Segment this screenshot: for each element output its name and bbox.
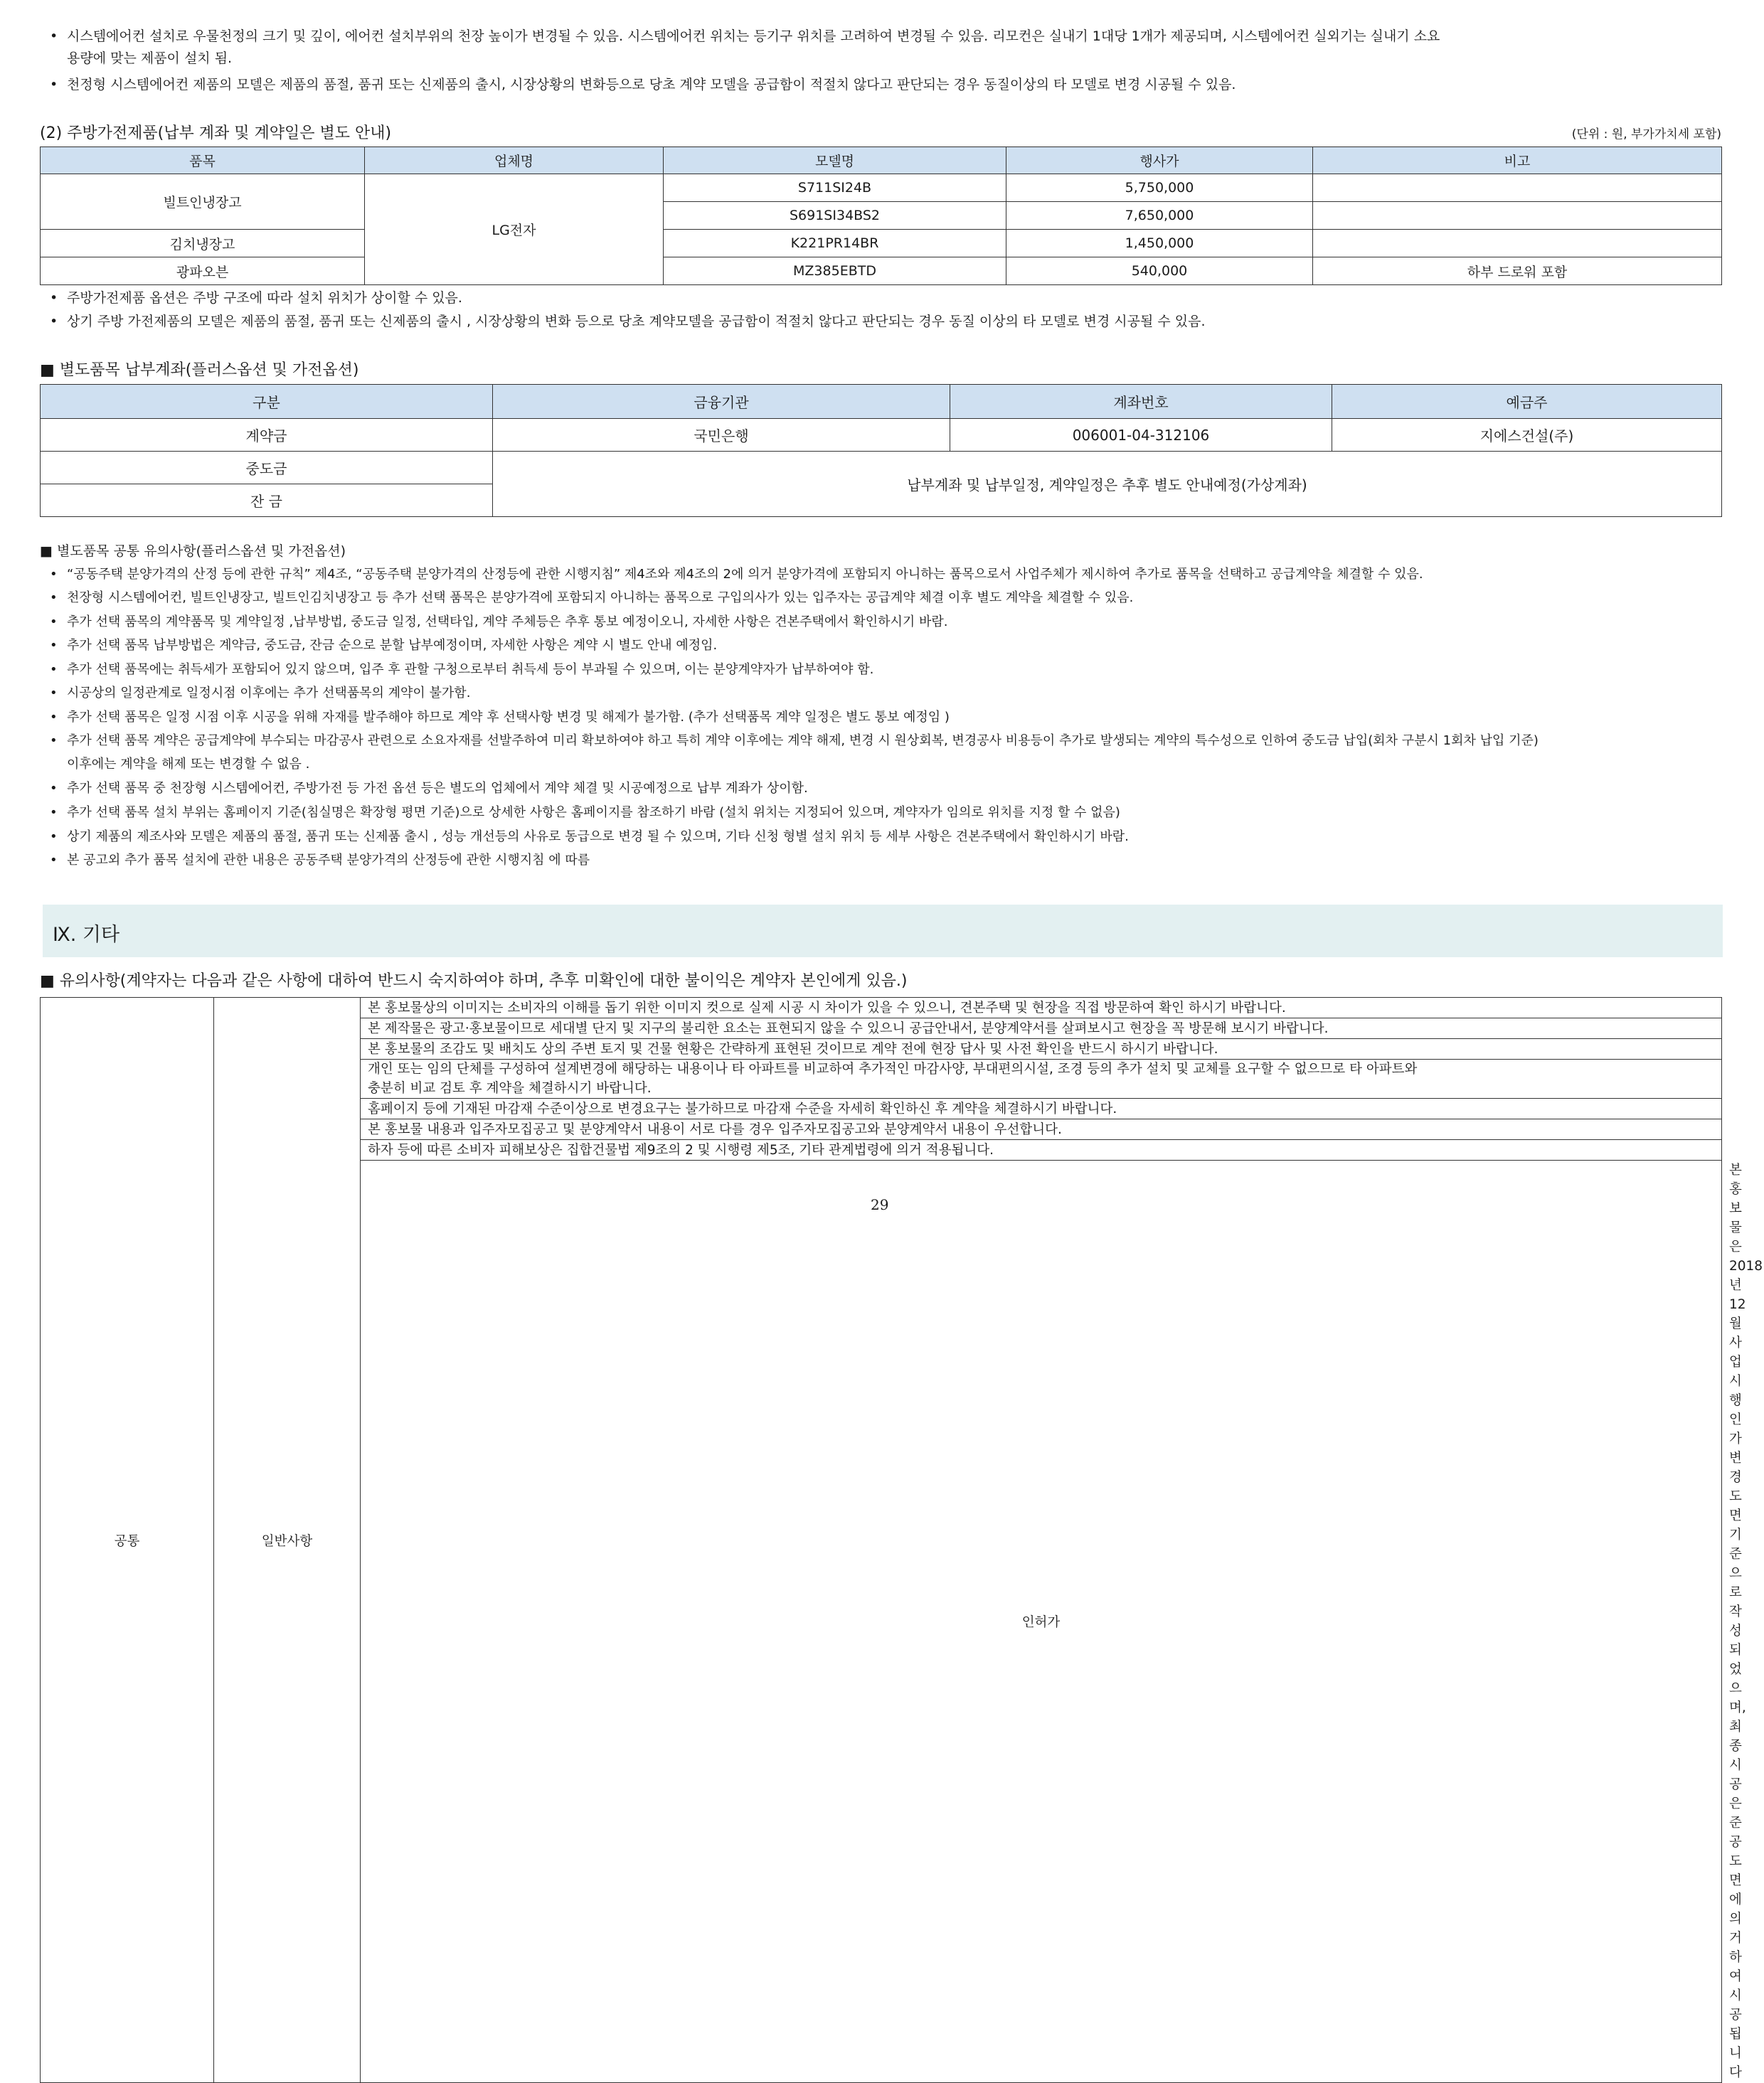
aircon-note-1-cont: 용량에 맞는 제품이 설치 됨. [67,50,233,66]
kitchen-header-item: 품목 [41,147,365,174]
list-item: • 추가 선택 품목은 일정 시점 이후 시공을 위해 자재를 발주해야 하므로 계약 후 선택사항 변경 및 해제가 불가함. (추가 선택품목 계약 일정은 별도 통보 예정임 ) [50,710,950,725]
caution-general-item: 본 홍보물상의 이미지는 소비자의 이해를 돕기 위한 이미지 컷으로 실제 시공 시 차이가 있을 수 있으니, 견본주택 및 현장을 직접 방문하여 확인 하시기 바랍니다. [361,998,1722,1018]
section-title: Ⅸ. 기타 [53,924,120,946]
kitchen-model: K221PR14BR [664,230,1006,257]
list-item: • 천장형 시스템에어컨, 빌트인냉장고, 빌트인김치냉장고 등 추가 선택 품목은 분양가격에 포함되지 아니하는 품목으로 구입의사가 있는 입주자는 공급계약 체결 이후 별도 계약을 체결할 수 있음. [50,590,1134,605]
kitchen-price: 1,450,000 [1006,230,1313,257]
caution-general-item: 본 제작물은 광고·홍보물이므로 세대별 단지 및 지구의 불리한 요소는 표현되지 않을 수 있으니 공급안내서, 분양계약서를 살펴보시고 현장을 꼭 방문해 보시기 바랍니다. [361,1018,1722,1039]
account-deposit-label: 계약금 [41,419,493,452]
account-merged-note: 납부계좌 및 납부일정, 계약일정은 추후 별도 안내예정(가상계좌) [493,452,1722,517]
table-row [41,452,1722,484]
table-row: 인허가 본 홍보물은 2018년 12월 사업시행인가 변경 도면 기준으로 작성되었으며, 최종 시공은 준공 도면에 의거하여 시공됩니다 [41,1161,1722,2083]
kitchen-note [1313,230,1722,257]
section-header [43,905,1723,957]
account-header-bank: 금융기관 [493,385,950,419]
caution-category: 공통 [41,998,214,2083]
caution-title: ■ 유의사항(계약자는 다음과 같은 사항에 대하여 반드시 숙지하여야 하며, 추후 미확인에 대한 불이익은 계약자 본인에게 있음.) [40,972,908,990]
account-header-holder: 예금주 [1332,385,1722,419]
table-row [41,230,1722,257]
kitchen-note [1313,174,1722,202]
kitchen-note: 하부 드로워 포함 [1313,257,1722,285]
caution-table [40,997,1763,2083]
kitchen-item-oven: 광파오븐 [41,257,365,285]
list-item: • 시공상의 일정관계로 일정시점 이후에는 추가 선택품목의 계약이 불가함. [50,686,471,700]
account-header-category: 구분 [41,385,493,419]
account-holder: 지에스건설(주) [1332,419,1722,452]
list-item: • 본 공고외 추가 품목 설치에 관한 내용은 공동주택 분양가격의 산정등에 관한 시행지침 에 따름 [50,853,590,868]
list-item: • “공동주택 분양가격의 산정 등에 관한 규칙” 제4조, “공동주택 분양가격의 산정등에 관한 시행지침” 제4조와 제4조의 2에 의거 분양가격에 포함되지 아니하는 품목으로서 사업주체가 제시하여 추가로 품목을 선택하고 공급계약을 체결할 수 있음. [50,567,1423,582]
list-item: • 추가 선택 품목 중 천장형 시스템에어컨, 주방가전 등 가전 옵션 등은 별도의 업체에서 계약 체결 및 시공예정으로 납부 계좌가 상이함. [50,781,808,796]
kitchen-header-price: 행사가 [1006,147,1313,174]
caution-general-item: 하자 등에 따른 소비자 피해보상은 집합건물법 제9조의 2 및 시행령 제5조, 기타 관계법령에 의거 적용됩니다. [361,1140,1722,1161]
table-row [41,257,1722,285]
table-row [41,419,1722,452]
page-number: 29 [871,1196,889,1213]
table-row [41,174,1722,202]
account-bank: 국민은행 [493,419,950,452]
kitchen-price: 7,650,000 [1006,202,1313,230]
kitchen-header-model: 모델명 [664,147,1006,174]
caution-sub-general: 일반사항 [214,998,361,2083]
kitchen-item-fridge: 빌트인냉장고 [41,174,365,230]
account-table [40,384,1722,517]
kitchen-note [1313,202,1722,230]
list-item: • 추가 선택 품목 납부방법은 계약금, 중도금, 잔금 순으로 분할 납부예정이며, 자세한 사항은 계약 시 별도 안내 예정임. [50,638,718,653]
kitchen-company: LG전자 [365,174,664,285]
kitchen-title: (2) 주방가전제품(납부 계좌 및 계약일은 별도 안내) [40,124,392,142]
account-header-number: 계좌번호 [950,385,1332,419]
kitchen-unit-note: (단위 : 원, 부가가치세 포함) [1571,127,1721,142]
kitchen-note-1: • 주방가전제품 옵션은 주방 구조에 따라 설치 위치가 상이할 수 있음. [50,290,462,306]
kitchen-model: MZ385EBTD [664,257,1006,285]
account-balance-label: 잔 금 [41,484,493,517]
list-item: • 추가 선택 품목 계약은 공급계약에 부수되는 마감공사 관련으로 소요자재를 선발주하여 미리 확보하여야 하고 특히 계약 이후에는 계약 해제, 변경 시 원상회복, 변경공사 비용등이 추가로 발생되는 계약의 특수성으로 인하여 중도금 납입(회차 구분시 1회차 납입 기준) [50,733,1539,748]
caution-general-item: 개인 또는 임의 단체를 구성하여 설계변경에 해당하는 내용이나 타 아파트를 비교하여 추가적인 마감사양, 부대편의시설, 조경 등의 추가 설치 및 교체를 요구할 수 없으므로 타 아파트와 충분히 비교 검토 후 계약을 체결하시기 바랍니다. [361,1060,1722,1099]
kitchen-note-2: • 상기 주방 가전제품의 모델은 제품의 품절, 품귀 또는 신제품의 출시 , 시장상황의 변화 등으로 당초 계약모델을 공급함이 적절치 않다고 판단되는 경우 동질 이상의 타 모델로 변경 시공될 수 있음. [50,314,1206,329]
kitchen-price: 5,750,000 [1006,174,1313,202]
caution-general-item: 본 홍보물 내용과 입주자모집공고 및 분양계약서 내용이 서로 다를 경우 입주자모집공고와 분양계약서 내용이 우선합니다. [361,1119,1722,1140]
list-item: • 추가 선택 품목에는 취득세가 포함되어 있지 않으며, 입주 후 관할 구청으로부터 취득세 등이 부과될 수 있으며, 이는 분양계약자가 납부하여야 함. [50,662,874,677]
account-middle-label: 중도금 [41,452,493,484]
account-number: 006001-04-312106 [950,419,1332,452]
list-item: • 상기 제품의 제조사와 모델은 제품의 품절, 품귀 또는 신제품 출시 , 성능 개선등의 사유로 동급으로 변경 될 수 있으며, 기타 신청 형별 설치 위치 등 세부 사항은 견본주택에서 확인하시기 바람. [50,829,1129,844]
list-item: • 추가 선택 품목 설치 부위는 홈페이지 기준(침실명은 확장형 평면 기준)으로 상세한 사항은 홈페이지를 참조하기 바람 (설치 위치는 지정되어 있으며, 계약자가 임의로 위치를 지정 할 수 없음) [50,805,1120,820]
kitchen-table [40,146,1722,285]
kitchen-model: S691SI34BS2 [664,202,1006,230]
kitchen-model: S711SI24B [664,174,1006,202]
list-item: • 추가 선택 품목의 계약품목 및 계약일정 ,납부방법, 중도금 일정, 선택타입, 계약 주체등은 추후 통보 예정이오니, 자세한 사항은 견본주택에서 확인하시기 바람. [50,614,948,629]
table-row [41,998,1722,1018]
kitchen-price: 540,000 [1006,257,1313,285]
caution-general-item: 본 홍보물의 조감도 및 배치도 상의 주변 토지 및 건물 현황은 간략하게 표현된 것이므로 계약 전에 현장 답사 및 사전 확인을 반드시 하시기 바랍니다. [361,1039,1722,1060]
kitchen-header-company: 업체명 [365,147,664,174]
caution-sub-permit: 인허가 [361,1161,1722,2083]
kitchen-item-kimchi: 김치냉장고 [41,230,365,257]
kitchen-header-note: 비고 [1313,147,1722,174]
caution-general-item: 홈페이지 등에 기재된 마감재 수준이상으로 변경요구는 불가하므로 마감재 수준을 자세히 확인하신 후 계약을 체결하시기 바랍니다. [361,1099,1722,1119]
aircon-note-1: • 시스템에어컨 설치로 우물천정의 크기 및 깊이, 에어컨 설치부위의 천장 높이가 변경될 수 있음. 시스템에어컨 위치는 등기구 위치를 고려하여 변경될 수 있음. 리모컨은 실내기 1대당 1개가 제공되며, 시스템에어컨 실외기는 실내기 소요 [50,28,1440,44]
common-title: ■ 별도품목 공통 유의사항(플러스옵션 및 가전옵션) [40,543,346,559]
aircon-note-2: • 천정형 시스템에어컨 제품의 모델은 제품의 품절, 품귀 또는 신제품의 출시, 시장상황의 변화등으로 당초 계약 모델을 공급함이 적절치 않다고 판단되는 경우 동질이상의 타 모델로 변경 시공될 수 있음. [50,77,1236,92]
account-title: ■ 별도품목 납부계좌(플러스옵션 및 가전옵션) [40,361,359,379]
list-item-cont: 이후에는 계약을 해제 또는 변경할 수 없음 . [67,757,310,772]
